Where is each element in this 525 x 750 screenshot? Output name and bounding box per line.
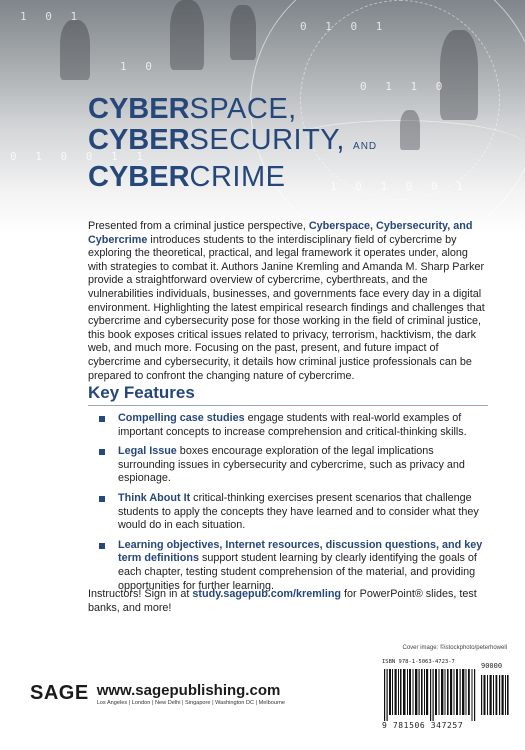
blurred-pedestrian — [440, 30, 478, 120]
list-item: Learning objectives, Internet resources, discussion questions, and key term definitions support student learning by clearly identifying the goals of each chapter, testing student comprehension of the material, and providing opportunities for further learning. — [98, 539, 493, 593]
square-bullet-icon — [99, 416, 105, 422]
square-bullet-icon — [99, 449, 105, 455]
publisher-url[interactable]: www.sagepublishing.com — [96, 682, 281, 699]
instructor-site-link[interactable]: study.sagepub.com/kremling — [192, 588, 342, 600]
barcode-digits: 9 781506 347257 — [382, 721, 464, 730]
key-features-divider — [88, 405, 488, 406]
cover-image-credit: Cover image: ©istockphoto/peterhowell — [402, 645, 507, 651]
key-features-list — [98, 412, 493, 599]
key-features-heading: Key Features — [88, 383, 195, 402]
book-description: Presented from a criminal justice perspective, Cyberspace, Cybersecurity, and Cybercrime introduces students to the interdisciplinary field of cybercrime by exploring the theoretical, practical, and legal framework it operates under, along with strategies to combat it. Authors Janine Kremling and Amanda M. Sharp Parker provide a straightforward overview of cybercrime, cyberthreats, and the vulnerabilities individuals, businesses, and governments face every day in a digital environment. Highlighting the latest empirical research findings and challenges that cybercrime and cybersecurity pose for those working in the field of criminal justice, this book exposes critical issues related to privacy, terrorism, hacktivism, the dark web, and much more. Focusing on the past, present, and future impact of cybercrime and cybersecurity, it details how criminal justice professionals can be prepared to confront the changing nature of cybercrime. — [88, 220, 485, 382]
price-code: 90000 — [481, 662, 503, 670]
square-bullet-icon — [99, 496, 105, 502]
list-item: Think About It critical-thinking exercises present scenarios that challenge students to apply the concepts they have learned and to consider what they would do in each situation. — [98, 492, 493, 533]
binary-digits-decoration: 1 0 1 0 0 1 — [330, 180, 469, 193]
instructor-resources-note: Instructors! Sign in at study.sagepub.com/kremling for PowerPoint® slides, test banks, and more! — [88, 588, 477, 614]
list-item: Compelling case studies engage students with real-world examples of important concepts to increase comprehension and critical-thinking skills. — [98, 412, 493, 439]
isbn-barcode — [382, 659, 510, 733]
blurred-pedestrian — [230, 5, 256, 60]
binary-digits-decoration: 1 0 — [120, 60, 158, 73]
title-line-cyberspace: CYBERSPACE, — [88, 93, 297, 125]
blurred-pedestrian — [170, 0, 204, 70]
isbn-number: ISBN 978-1-5063-4723-7 — [382, 659, 455, 665]
list-item: Legal Issue boxes encourage exploration of the legal implications surrounding issues in cybersecurity and cybercrime, such as privacy and espionage. — [98, 445, 493, 486]
binary-digits-decoration: 0 1 0 1 — [300, 20, 389, 33]
book-title-reference: Cyberspace, Cybersecurity, and Cybercrime — [88, 220, 473, 246]
binary-digits-decoration: 1 0 1 — [20, 10, 84, 23]
square-bullet-icon — [99, 543, 105, 549]
binary-digits-decoration: 0 1 0 0 1 1 — [10, 150, 149, 163]
blurred-pedestrian — [400, 110, 420, 150]
blurred-pedestrian — [60, 20, 90, 80]
publisher-logo — [30, 682, 285, 707]
book-title — [88, 94, 377, 193]
sage-logo: SAGE — [30, 682, 89, 704]
title-line-cybersecurity: CYBERSECURITY, AND — [88, 124, 378, 156]
barcode-bars — [382, 669, 510, 721]
binary-digits-decoration: 0 1 1 0 — [360, 80, 449, 93]
title-line-cybercrime: CYBERCRIME — [88, 161, 286, 193]
publisher-cities: Los Angeles | London | New Delhi | Singapore | Washington DC | Melbourne — [96, 700, 286, 706]
